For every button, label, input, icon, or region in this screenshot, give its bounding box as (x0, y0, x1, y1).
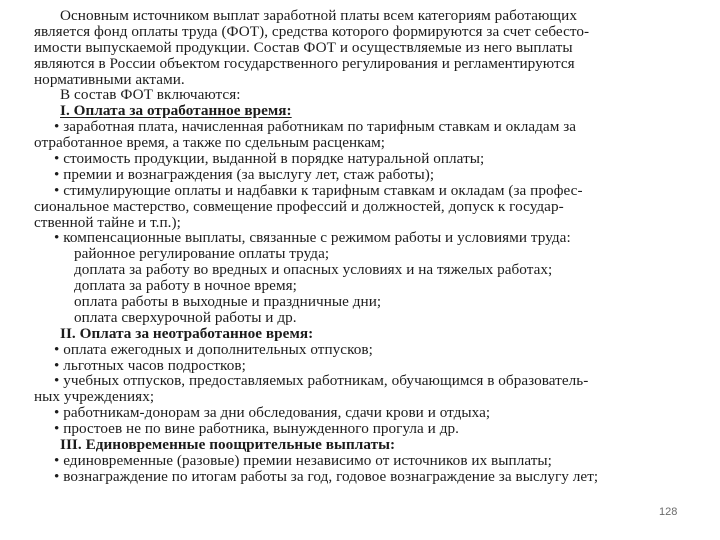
bullet-line: • стоимость продукции, выданной в порядке натуральной оплаты; (54, 150, 485, 168)
bullet-line: • стимулирующие оплаты и надбавки к тарифным ставкам и окладам (за профес- (54, 181, 583, 199)
section-heading-text: I. Оплата за отработанное время: (60, 102, 292, 120)
bullet-line: • работникам-донорам за дни обследования, сдачи крови и отдыха; (54, 404, 491, 422)
text-line: ственной тайне и т.п.); (34, 213, 181, 231)
text-line: являются в России объектом государственного регулирования и регламентируются (34, 54, 575, 72)
section-heading-2 (34, 326, 646, 342)
bullet-line: • единовременные (разовые) премии независимо от источников их выплаты; (54, 451, 552, 469)
text-line: нормативными актами. (34, 70, 185, 88)
document-page (34, 8, 646, 485)
text-line: ных учреждениях; (34, 388, 155, 406)
page-number: 128 (659, 506, 678, 518)
section-heading-1 (34, 103, 646, 119)
text-line: Основным источником выплат заработной платы всем категориям работающих (60, 7, 577, 24)
bullet-line: • простоев не по вине работника, вынужденного прогула и др. (54, 420, 459, 438)
bullet-line: • учебных отпусков, предоставляемых работникам, обучающимся в образователь- (54, 372, 589, 390)
text-line: оплата сверхурочной работы и др. (74, 308, 297, 326)
bullet-line: • заработная плата, начисленная работникам по тарифным ставкам и окладам за (54, 118, 577, 136)
text-line: доплата за работу во вредных и опасных условиях и на тяжелых работах; (74, 261, 553, 279)
text-line: доплата за работу в ночное время; (74, 277, 297, 295)
section-heading-text: III. Единовременные поощрительные выплаты: (60, 436, 396, 454)
text-line: районное регулирование оплаты труда; (74, 245, 330, 263)
section-heading-3 (34, 437, 646, 453)
section-heading-text: II. Оплата за неотработанное время: (60, 324, 314, 342)
bullet-line: • премии и вознаграждения (за выслугу лет, стаж работы); (54, 165, 435, 183)
text-line: В состав ФОТ включаются: (60, 86, 241, 104)
text-line: отработанное время, а также по сдельным расценкам; (34, 134, 386, 152)
text-line: сиональное мастерство, совмещение профессий и должностей, допуск к государ- (34, 197, 564, 215)
text-line: является фонд оплаты труда (ФОТ), средства которого формируются за счет себесто- (34, 22, 590, 40)
text-line: оплата работы в выходные и праздничные дни; (74, 293, 382, 311)
bullet-line: • оплата ежегодных и дополнительных отпусков; (54, 340, 373, 358)
bullet-line: • льготных часов подростков; (54, 356, 246, 374)
bullet-line: • вознаграждение по итогам работы за год, годовое вознаграждение за выслугу лет; (54, 467, 599, 485)
text-line: имости выпускаемой продукции. Состав ФОТ и осуществляемые из него выплаты (34, 38, 573, 56)
bullet-line: • компенсационные выплаты, связанные с режимом работы и условиями труда: (54, 229, 571, 247)
